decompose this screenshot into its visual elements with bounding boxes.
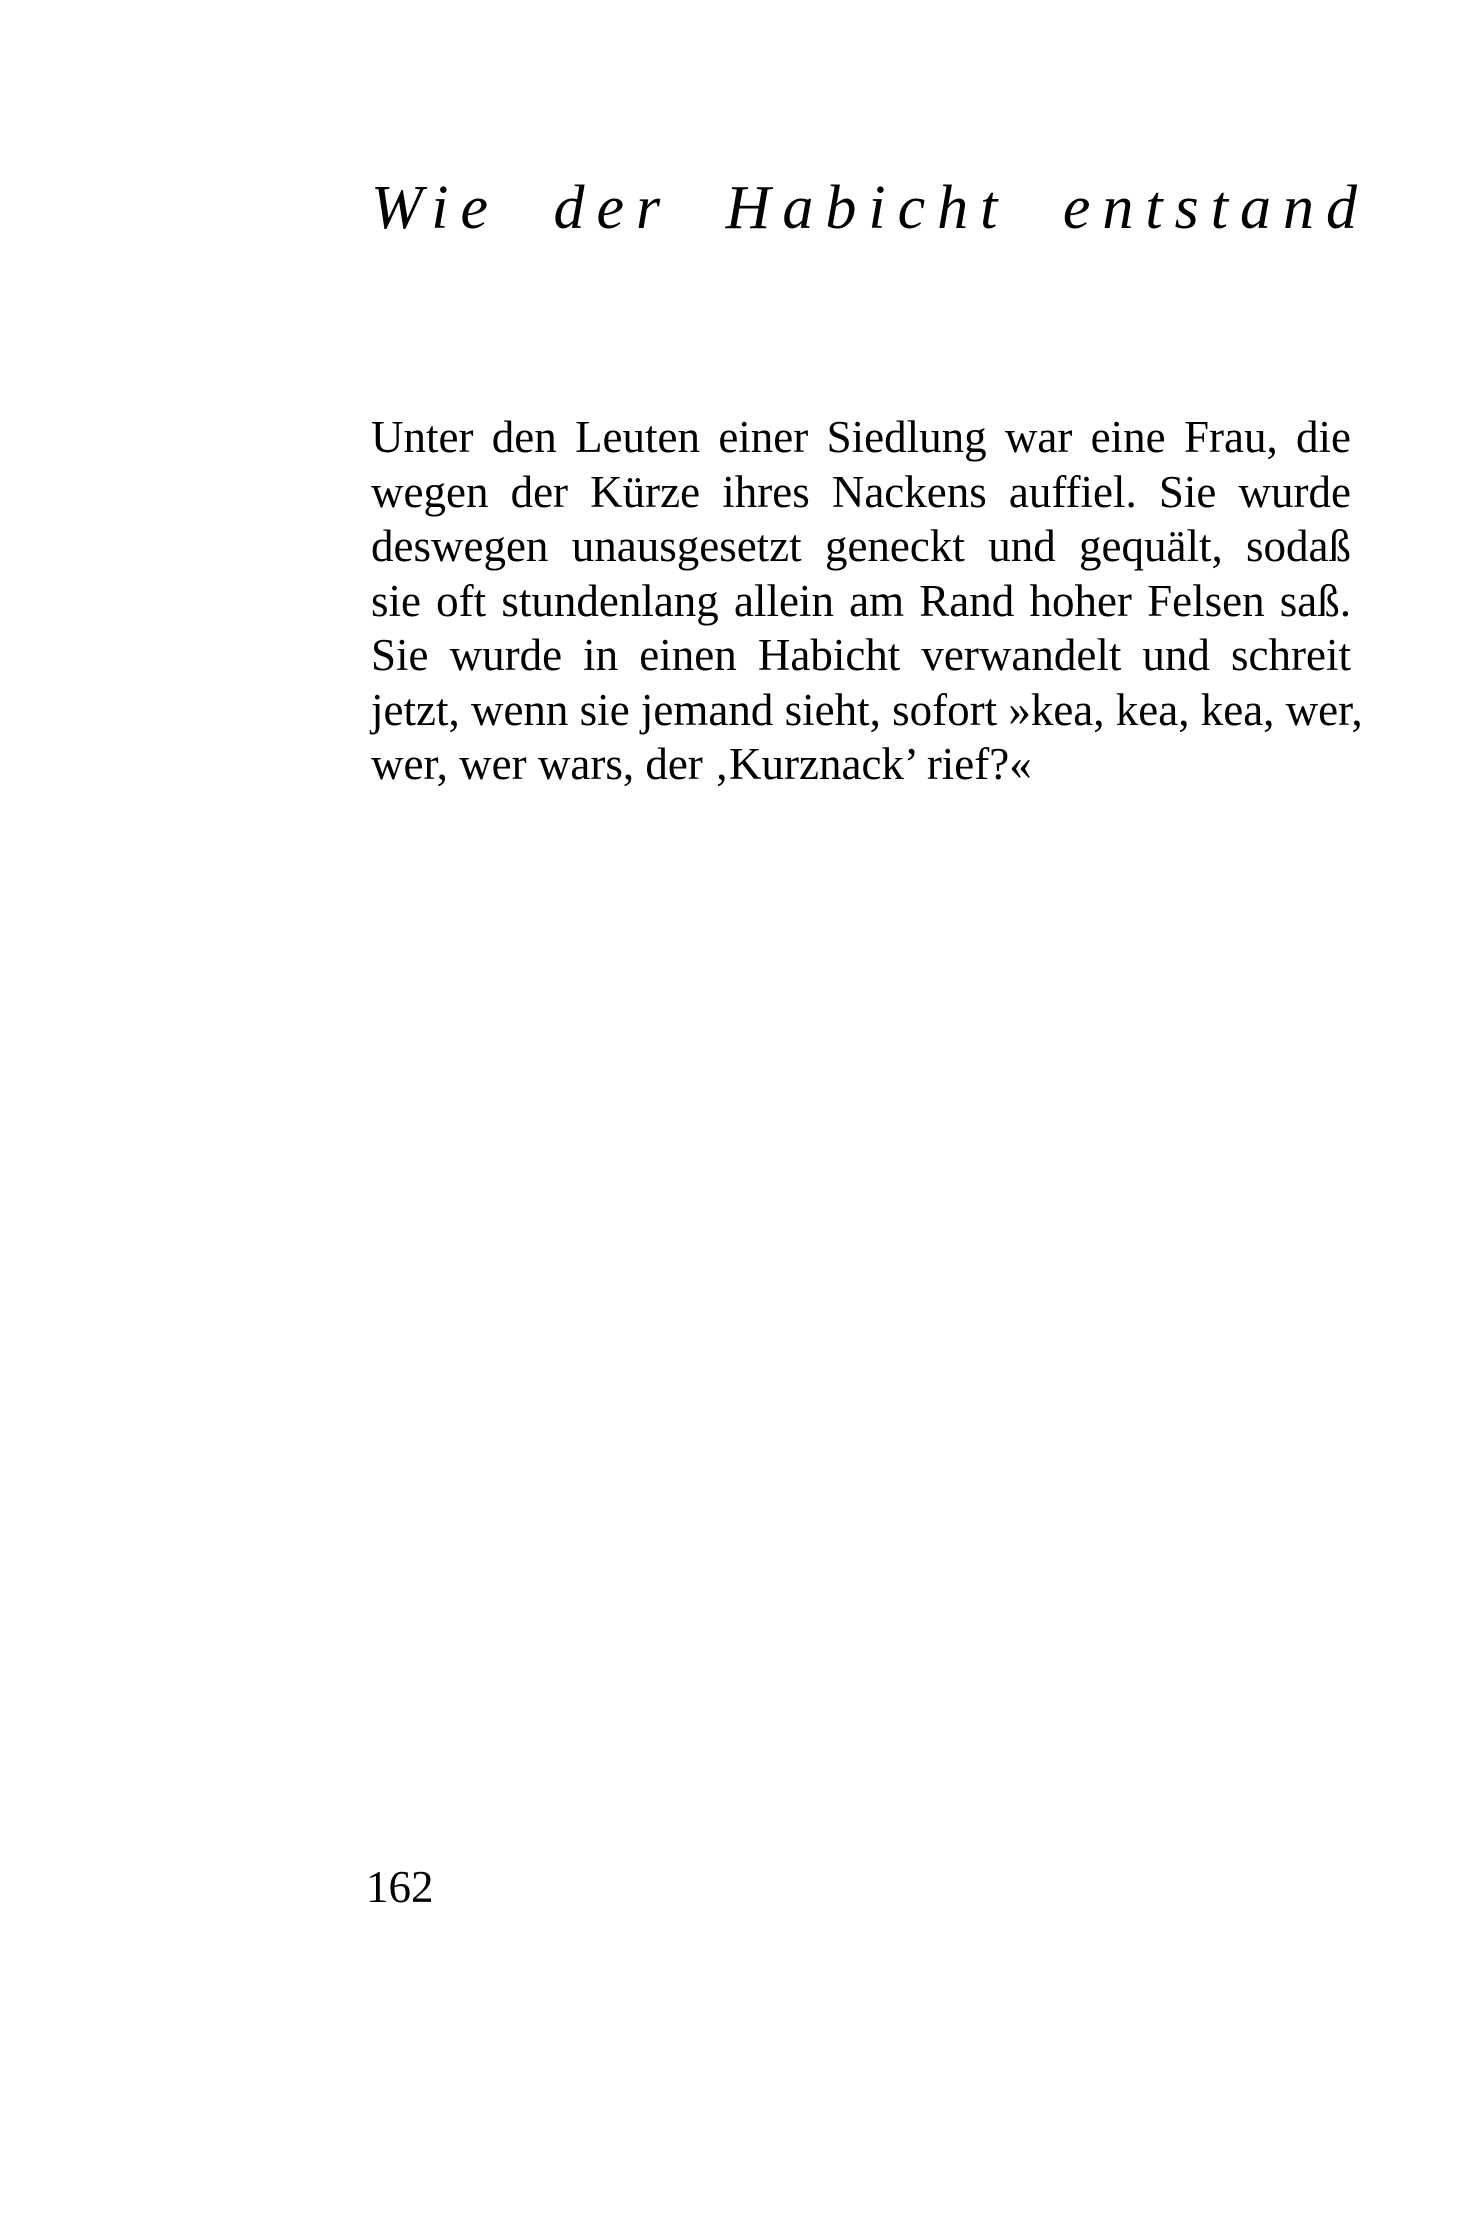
paragraph-line: wegen der Kürze ihres Nackens auffiel. Sie wurde xyxy=(371,466,1351,517)
paragraph-line: jetzt, wenn sie jemand sieht, sofort »kea, kea, kea, wer, xyxy=(371,684,1363,735)
paragraph-line: sie oft stundenlang allein am Rand hoher Felsen saß. xyxy=(371,575,1351,626)
story-title: Wie der Habicht entstand xyxy=(371,174,1369,242)
page-number: 162 xyxy=(366,1862,434,1912)
paragraph-line: wer, wer wars, der ‚Kurznack’ rief?« xyxy=(371,739,1032,789)
story-paragraph xyxy=(371,410,1363,792)
paragraph-line: Sie wurde in einen Habicht verwandelt und schreit xyxy=(371,630,1351,680)
paragraph-line: Unter den Leuten einer Siedlung war eine Frau, die xyxy=(371,412,1351,462)
paragraph-line: deswegen unausgesetzt geneckt und gequält, sodaß xyxy=(371,521,1351,571)
